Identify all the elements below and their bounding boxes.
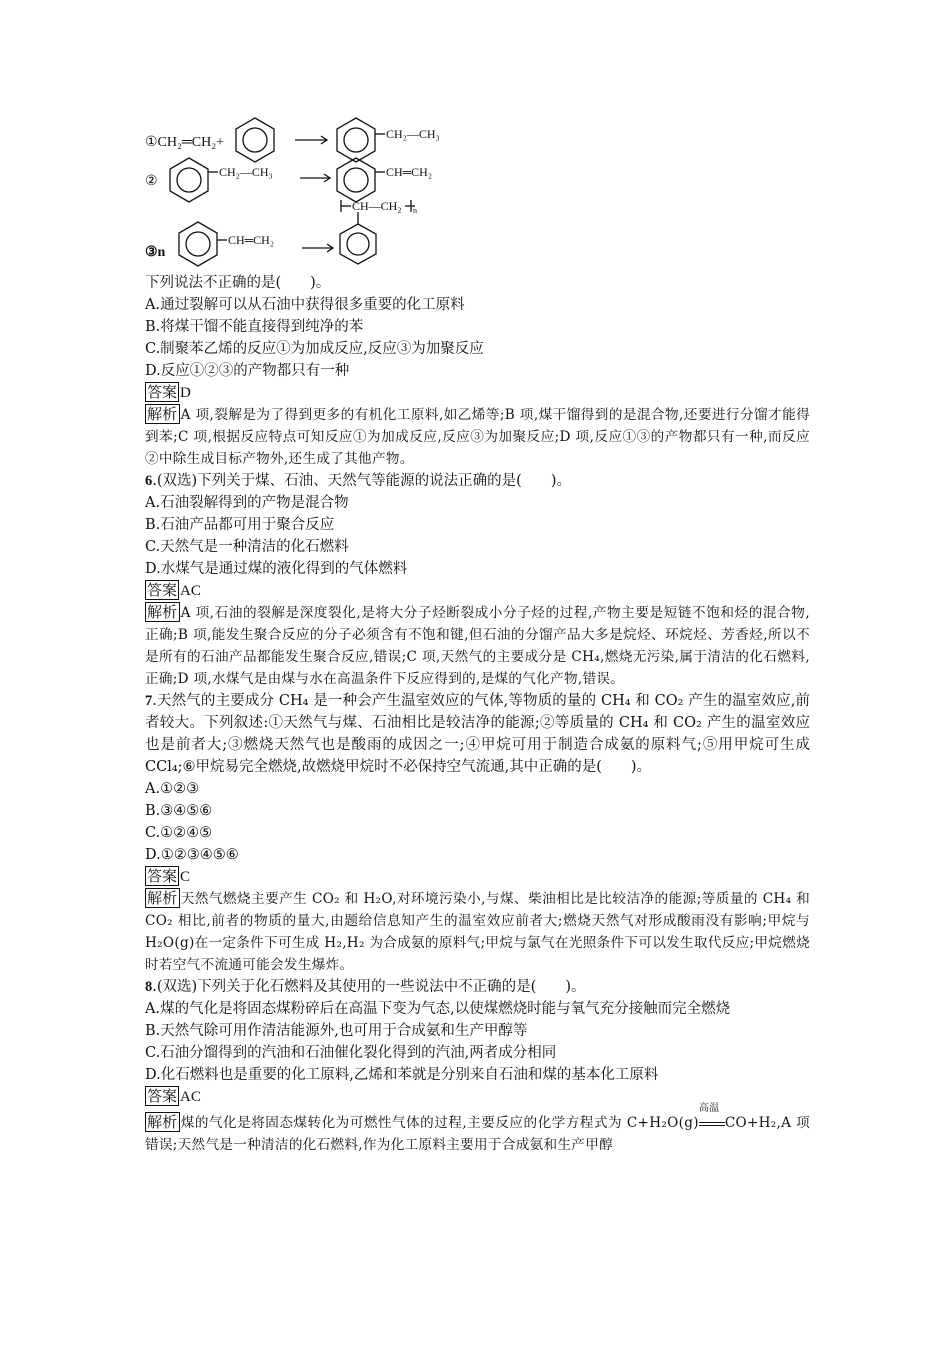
q6-analysis-text: A 项,石油的裂解是深度裂化,是将大分子烃断裂成小分子烃的过程,产物主要是短链不饱和烃的混合物,正确;B 项,能发生聚合反应的分子必须含有不饱和键,但石油的分馏产品大多是烷烃、环烷烃、芳香烃,所以不是所有的石油产品都能发生聚合反应,错误;C 项,天然气的主要成分是 CH₄,燃烧无污染,属于清洁的化石燃料,正确;D 项,水煤气是由煤与水在高温条件下反应得到的,是煤的气化产物,错误。: [145, 605, 810, 687]
q8-option-b: B.天然气除可用作清洁能源外,也可用于合成氨和生产甲醇等: [145, 1023, 528, 1039]
polymer-repeat-unit: CH—CH₂: [352, 199, 402, 213]
benzene-ring-icon: [337, 158, 375, 202]
reaction-scheme: [145, 112, 810, 272]
q5-option-c: C.制聚苯乙烯的反应①为加成反应,反应③为加聚反应: [145, 341, 484, 357]
q8-analysis-text-2: CO+H₂,A 项错误;天然气是一种清洁的化石燃料,作为化工原料主要用于合成氨和生产甲醇: [145, 1115, 810, 1153]
answer-tag: 答案: [147, 581, 178, 599]
q8-answer-value: AC: [180, 1089, 201, 1105]
answer-tag: 答案: [147, 383, 178, 401]
q6-stem-text: .(双选)下列关于煤、石油、天然气等能源的说法正确的是( )。: [152, 473, 571, 489]
reaction1-label: ①CH₂═CH₂+: [145, 135, 225, 150]
reaction2-product-chain: CH═CH₂: [386, 165, 433, 179]
q8-option-d: D.化石燃料也是重要的化工原料,乙烯和苯就是分别来自石油和煤的基本化工原料: [145, 1067, 659, 1083]
q7-answer-value: C: [180, 869, 191, 885]
analysis-tag: 解析: [147, 889, 178, 907]
q6-answer-value: AC: [180, 583, 201, 599]
reaction2-label: ②: [145, 174, 158, 189]
benzene-ring-icon: [337, 118, 375, 162]
q6-option-b: B.石油产品都可用于聚合反应: [145, 517, 335, 533]
q5-answer: [145, 382, 810, 404]
reaction-condition: [698, 1103, 725, 1134]
answer-tag: 答案: [147, 1087, 178, 1105]
benzene-ring-icon: [179, 222, 217, 266]
condition-label: 高温: [698, 1103, 720, 1114]
q6-option-c: C.天然气是一种清洁的化石燃料: [145, 539, 349, 555]
q5-stem: 下列说法不正确的是( )。: [145, 275, 331, 291]
benzene-ring-icon: [340, 224, 376, 264]
polymer-n: n: [413, 206, 417, 215]
q6-number: 6: [145, 473, 153, 489]
benzene-ring-icon: [236, 118, 274, 162]
analysis-tag: 解析: [147, 1113, 178, 1131]
document-page: [145, 112, 810, 1156]
q6-stem: [145, 470, 810, 492]
equals-sign: [699, 1122, 725, 1126]
q7-analysis: [145, 888, 810, 976]
reaction3-reactant-chain: CH═CH₂: [228, 233, 275, 247]
q7-answer: [145, 866, 810, 888]
q5-option-d: D.反应①②③的产物都只有一种: [145, 363, 350, 379]
analysis-tag: 解析: [147, 603, 178, 621]
q7-number: 7: [145, 693, 153, 709]
q5-option-b: B.将煤干馏不能直接得到纯净的苯: [145, 319, 364, 335]
analysis-tag: 解析: [147, 405, 178, 423]
reaction2-reactant-chain: CH₂—CH₃: [219, 165, 273, 179]
answer-tag: 答案: [147, 867, 178, 885]
q8-option-c: C.石油分馏得到的汽油和石油催化裂化得到的汽油,两者成分相同: [145, 1045, 557, 1061]
q8-analysis: [145, 1103, 810, 1156]
reaction3-label: ③n: [145, 245, 166, 260]
q5-answer-value: D: [180, 385, 191, 401]
q6-answer: [145, 580, 810, 602]
q7-option-c: C.①②④⑤: [145, 825, 213, 841]
q8-stem-text: .(双选)下列关于化石燃料及其使用的一些说法中不正确的是( )。: [152, 979, 586, 995]
q8-number: 8: [145, 979, 153, 995]
q7-analysis-text: 天然气燃烧主要产生 CO₂ 和 H₂O,对环境污染小,与煤、柴油相比是比较洁净的能源;等质量的 CH₄ 和 CO₂ 相比,前者的物质的量大,由题给信息知产生的温室效应前者大;燃烧天然气对形成酸雨没有影响;甲烷与 H₂O(g)在一定条件下可生成 H₂,H₂ 为合成氨的原料气;甲烷与氯气在光照条件下可以发生取代反应;甲烷燃烧时若空气不流通可能会发生爆炸。: [145, 891, 810, 973]
q8-stem: [145, 976, 810, 998]
reaction1-product-chain: CH₂—CH₃: [386, 127, 440, 141]
q8-analysis-text-1: 煤的气化是将固态煤转化为可燃性气体的过程,主要反应的化学方程式为 C+H₂O(g): [180, 1115, 699, 1131]
q7-stem: [145, 690, 810, 778]
reaction-structures: [145, 112, 810, 272]
q7-option-b: B.③④⑤⑥: [145, 803, 213, 819]
q7-stem-text: .天然气的主要成分 CH₄ 是一种会产生温室效应的气体,等物质的量的 CH₄ 和 CO₂ 产生的温室效应,前者较大。下列叙述:①天然气与煤、石油相比是较洁净的能源;②等质量的 CH₄ 和 CO₂ 产生的温室效应也是前者大;③燃烧天然气也是酸雨的成因之一;④甲烷可用于制造合成氨的原料气;⑤用甲烷可生成 CCl₄;⑥甲烷易完全燃烧,故燃烧甲烷时不必保持空气流通,其中正确的是( )。: [145, 693, 810, 775]
q7-option-d: D.①②③④⑤⑥: [145, 847, 239, 863]
q8-option-a: A.煤的气化是将固态煤粉碎后在高温下变为气态,以使煤燃烧时能与氧气充分接触而完全燃烧: [145, 1001, 731, 1017]
q6-option-a: A.石油裂解得到的产物是混合物: [145, 495, 349, 511]
q5-option-a: A.通过裂解可以从石油中获得很多重要的化工原料: [145, 297, 465, 313]
benzene-ring-icon: [170, 158, 208, 202]
q6-option-d: D.水煤气是通过煤的液化得到的气体燃料: [145, 561, 408, 577]
q5-analysis-text: A 项,裂解是为了得到更多的有机化工原料,如乙烯等;B 项,煤干馏得到的是混合物,还要进行分馏才能得到苯;C 项,根据反应特点可知反应①为加成反应,反应③为加聚反应;D 项,反应①③的产物都只有一种,而反应②中除生成目标产物外,还生成了其他产物。: [145, 407, 810, 467]
q7-option-a: A.①②③: [145, 781, 200, 797]
q5-analysis: [145, 404, 810, 470]
q6-analysis: [145, 602, 810, 690]
